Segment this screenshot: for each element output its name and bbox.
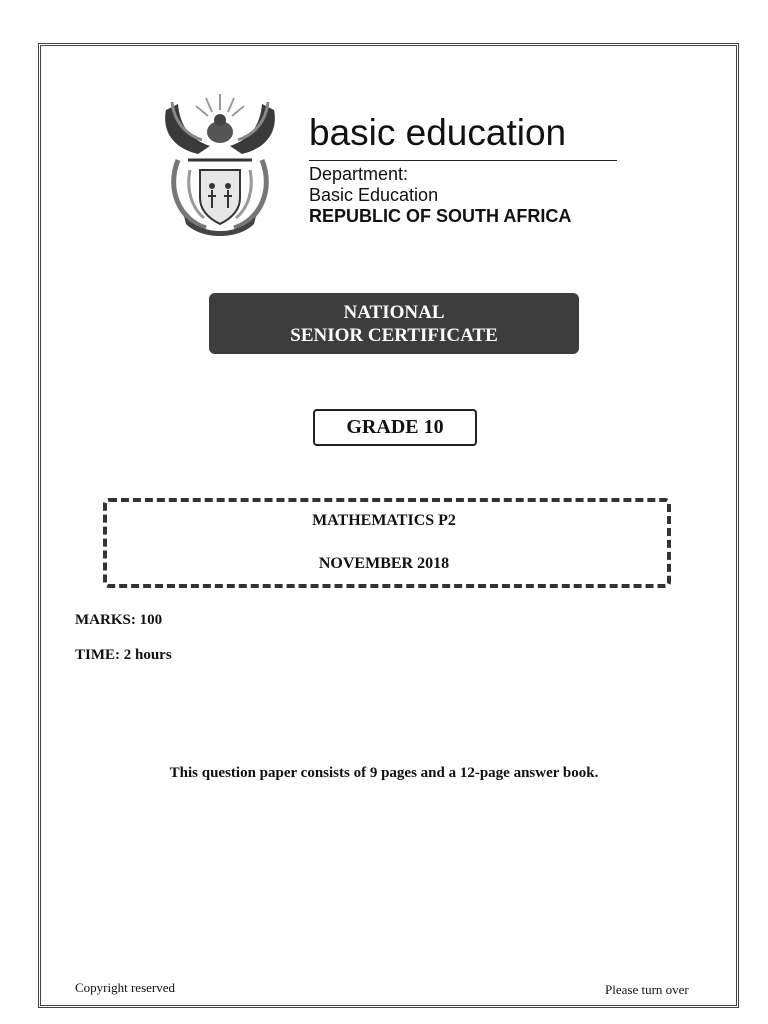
marks-label: MARKS: 100 <box>75 612 163 628</box>
brand-title: basic education <box>309 112 567 153</box>
exam-date: NOVEMBER 2018 <box>318 555 450 572</box>
paper-description: This question paper consists of 9 pages and a 12-page answer book. <box>169 765 599 781</box>
subject-title: MATHEMATICS P2 <box>312 512 456 529</box>
department-name: Basic Education <box>309 185 439 205</box>
certificate-banner <box>209 293 579 354</box>
copyright-notice: Copyright reserved <box>75 980 176 995</box>
grade-label: GRADE 10 <box>313 409 477 446</box>
department-label: Department: <box>309 164 409 184</box>
certificate-line-2: SENIOR CERTIFICATE <box>290 325 498 346</box>
country-name: REPUBLIC OF SOUTH AFRICA <box>309 206 572 226</box>
certificate-line-1: NATIONAL <box>343 302 445 323</box>
time-label: TIME: 2 hours <box>75 647 172 663</box>
turn-over-notice: Please turn over <box>605 982 689 997</box>
coat-of-arms-icon <box>158 90 282 238</box>
brand-divider <box>309 160 617 161</box>
